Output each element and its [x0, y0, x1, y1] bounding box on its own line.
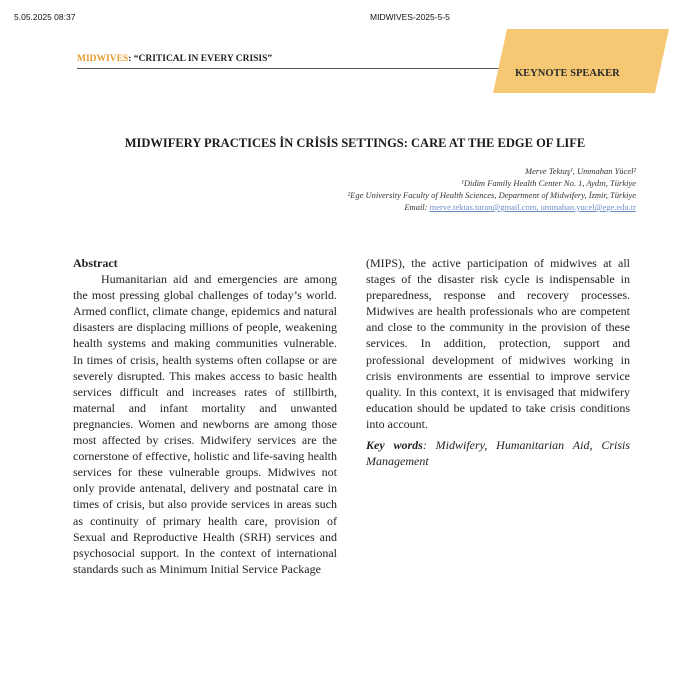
journal-running-head — [77, 54, 272, 64]
authors: Merve Tektaş¹, Ummahan Yücel² — [524, 166, 636, 176]
keywords-line — [366, 437, 630, 469]
abstract-column-right — [366, 255, 630, 469]
email-label: Email: — [404, 202, 428, 212]
print-date: 5.05.2025 08:37 — [14, 12, 76, 22]
keywords-label: Key words — [366, 438, 423, 453]
journal-name: MIDWIVES — [77, 54, 129, 64]
abstract-heading: Abstract — [73, 256, 118, 270]
affiliation-2: ²Ege University Faculty of Health Sciences, Department of Midwifery, İzmir, Türkiye — [347, 190, 636, 200]
banner-label: KEYNOTE SPEAKER — [515, 68, 620, 79]
keywords-list: : Midwifery, Humanitarian Aid, Crisis Management — [366, 438, 630, 469]
paper-title: MIDWIFERY PRACTICES İN CRİSİS SETTINGS: CARE AT THE EDGE OF LIFE — [124, 136, 586, 150]
keynote-banner — [493, 29, 669, 93]
abstract-text-left: Humanitarian aid and emergencies are among the most pressing global challenges of today’s world. Armed conflict, climate change, epidemics and natural disasters are displacing millions of people, weakening health systems and making communities vulnerable. In times of crisis, health systems often collapse or are severely disrupted. This makes access to basic health services difficult and increases rates of stillbirth, maternal and infant mortality and unwanted pregnancies. Women and newborns are among those most affected by crises. Midwifery services are the cornerstone of effective, holistic and life-saving health services for these vulnerable groups. Midwives not only provide antenatal, delivery and postnatal care in times of crisis, but also provide services in areas such as continuity of primary health care, provision of Sexual and Reproductive Health (SRH) services and psychosocial support. In the context of international standards such as Minimum Initial Service Package — [73, 272, 337, 576]
email-line — [404, 202, 636, 212]
abstract-column-left — [73, 255, 337, 577]
header-rule — [77, 68, 525, 69]
print-document-title: MIDWIVES-2025-5-5 — [370, 12, 450, 22]
journal-tagline: : “CRITICAL IN EVERY CRISIS” — [128, 54, 273, 64]
email-links[interactable]: merve.tektas.turan@gmail.com, ummahan.yucel@ege.edu.tr — [429, 202, 636, 212]
affiliation-1: ¹Didim Family Health Center No. 1, Aydın, Türkiye — [461, 178, 636, 188]
banner-shape — [493, 29, 669, 93]
print-header — [14, 12, 686, 26]
abstract-text-right: (MIPS), the active participation of midwives at all stages of the disaster risk cycle is indispensable in preparedness, response and recovery processes. Midwives are health professionals who are competent and close to the community in the provision of these services. In addition, protection, support and professional development of midwives working in crisis environments are essential to improve service quality. In this context, it is envisaged that midwifery education should be updated to take crisis conditions into account. — [366, 256, 630, 431]
